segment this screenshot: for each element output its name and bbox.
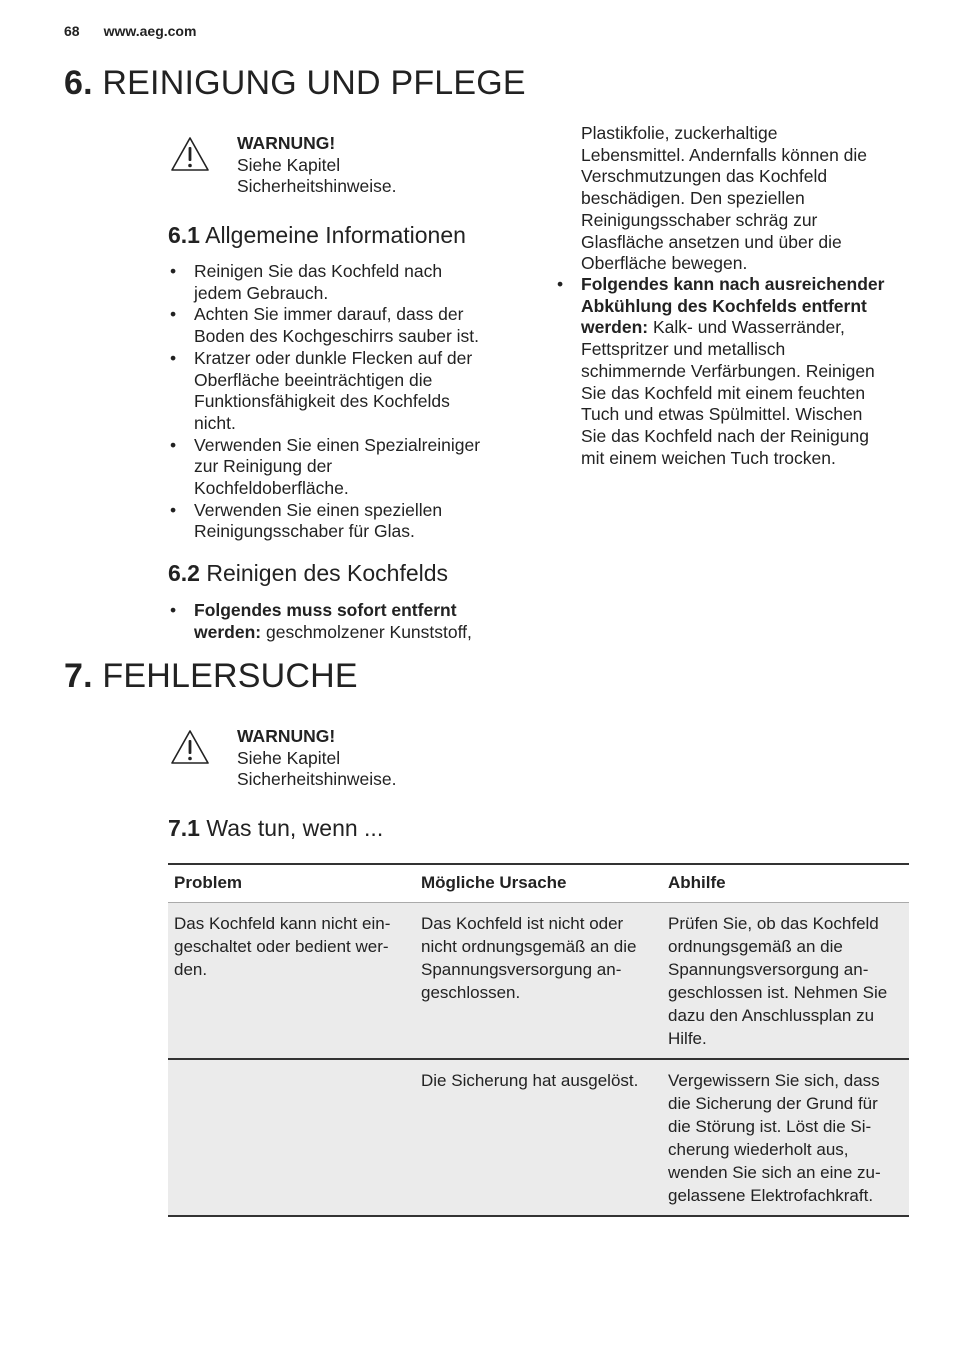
list-item-line: • Achten Sie immer darauf, dass der — [194, 304, 464, 325]
section-7-number: 7. — [64, 657, 93, 695]
cell-cause — [415, 903, 662, 1060]
list-item-line: schimmernde Verfärbungen. Reinigen — [581, 360, 875, 381]
column-header-problem: Problem — [174, 873, 243, 892]
cell-line: ordnungsgemäß an die — [668, 937, 843, 956]
list-item-text: Kalk- und Wasserränder, — [652, 317, 845, 338]
page-number: 68 — [64, 23, 80, 39]
cell-line: nicht ordnungsgemäß an die — [421, 937, 637, 956]
subsection-number: 7.1 — [168, 815, 200, 841]
troubleshooting-table — [168, 863, 909, 1217]
paragraph-line: Verschmutzungen das Kochfeld — [581, 166, 828, 187]
cell-line: Das Kochfeld kann nicht ein- — [174, 914, 391, 933]
paragraph-line: Reinigungsschaber schräg zur — [581, 209, 818, 230]
list-item-line: Reinigungsschaber für Glas. — [194, 521, 415, 542]
paragraph-line: Lebensmittel. Andernfalls können die — [581, 144, 868, 165]
list-item-line: Funktionsfähigkeit des Kochfelds — [194, 391, 450, 412]
warning-label: WARNUNG! — [237, 726, 336, 746]
subsection-6-2-heading — [168, 560, 448, 587]
warning-line-2: Sicherheitshinweise. — [237, 769, 397, 790]
general-info-list — [168, 261, 518, 543]
cell-line: geschlossen ist. Nehmen Sie — [668, 983, 888, 1002]
list-item — [168, 600, 518, 643]
column-header-remedy: Abhilfe — [668, 873, 726, 892]
cell-problem — [168, 1059, 415, 1216]
cell-line: Prüfen Sie, ob das Kochfeld — [668, 914, 879, 933]
warning-block — [237, 726, 397, 791]
section-7-title: FEHLERSUCHE — [102, 657, 358, 695]
cell-line: Die Sicherung hat ausgelöst. — [421, 1071, 639, 1090]
warning-label: WARNUNG! — [237, 133, 336, 153]
list-item-line: nicht. — [194, 412, 236, 433]
header-url: www.aeg.com — [103, 23, 197, 39]
list-item — [168, 500, 518, 543]
cell-line: Spannungsversorgung an- — [421, 960, 622, 979]
list-item-text: geschmolzener Kunststoff, — [265, 621, 472, 642]
list-item-line: • Reinigen Sie das Kochfeld nach — [194, 261, 443, 281]
subsection-title: Reinigen des Kochfelds — [206, 560, 449, 586]
subsection-title: Was tun, wenn ... — [206, 815, 384, 841]
cell-line: dazu den Anschlussplan zu — [668, 1006, 875, 1025]
list-item — [555, 274, 925, 469]
list-item-line: Sie das Kochfeld mit einem feuchten — [581, 382, 866, 403]
list-item — [168, 435, 518, 500]
cell-line: gelassene Elektrofachkraft. — [668, 1186, 874, 1205]
cell-line: Das Kochfeld ist nicht oder — [421, 914, 624, 933]
subsection-number: 6.1 — [168, 222, 200, 248]
list-item-line: zur Reinigung der — [194, 456, 333, 477]
cell-line: wenden Sie sich an eine zu- — [668, 1163, 881, 1182]
cleaning-continuation — [581, 123, 921, 275]
list-item-line: • Kratzer oder dunkle Flecken auf der — [194, 347, 473, 368]
bold-text: Abkühlung des Kochfelds entfernt — [581, 295, 867, 316]
cell-line: geschlossen. — [421, 983, 521, 1002]
paragraph-line: beschädigen. Den speziellen — [581, 188, 805, 209]
list-item-line: Sie das Kochfeld nach der Reinigung — [581, 425, 869, 446]
bold-text: werden: — [581, 317, 649, 338]
column-header-cause: Mögliche Ursache — [421, 873, 567, 892]
table-row — [168, 1059, 909, 1216]
cell-cause — [415, 1059, 662, 1216]
paragraph-line: Glasfläche ansetzen und über die — [581, 231, 842, 252]
cell-remedy — [662, 903, 909, 1060]
cell-problem — [168, 903, 415, 1060]
paragraph-line: Oberfläche bewegen. — [581, 253, 748, 274]
list-item-line: Tuch und etwas Spülmittel. Wischen — [581, 404, 863, 425]
bold-text: Folgendes muss sofort entfernt — [194, 600, 457, 620]
list-item — [168, 348, 518, 435]
table-header-row — [168, 864, 909, 903]
cell-line: die Störung ist. Löst die Si- — [668, 1117, 872, 1136]
cell-line: Hilfe. — [668, 1029, 707, 1048]
cell-line: cherung wiederholt aus, — [668, 1140, 849, 1159]
page-header — [64, 23, 220, 39]
list-item-line: Fettspritzer und metallisch — [581, 339, 786, 360]
list-item-line: Kochfeldoberfläche. — [194, 478, 349, 499]
list-item-line: • Verwenden Sie einen Spezialreiniger — [194, 434, 481, 455]
list-item-line: mit einem weichen Tuch trocken. — [581, 447, 836, 468]
table-row — [168, 903, 909, 1060]
subsection-7-1-heading — [168, 815, 383, 842]
section-6-title: REINIGUNG UND PFLEGE — [102, 64, 526, 102]
cell-line: Spannungsversorgung an- — [668, 960, 869, 979]
bold-text: werden: — [194, 621, 262, 642]
cell-remedy — [662, 1059, 909, 1216]
subsection-number: 6.2 — [168, 560, 200, 586]
section-7-heading — [64, 657, 358, 696]
list-item-line: jedem Gebrauch. — [194, 282, 329, 303]
section-6-heading — [64, 64, 526, 103]
cell-line: geschaltet oder bedient wer- — [174, 937, 389, 956]
warning-line-2: Sicherheitshinweise. — [237, 176, 397, 197]
warning-icon — [170, 136, 210, 172]
list-item-line: Boden des Kochgeschirrs sauber ist. — [194, 326, 480, 347]
cell-line: die Sicherung der Grund für — [668, 1094, 878, 1113]
paragraph-line: Plastikfolie, zuckerhaltige — [581, 123, 778, 143]
cleaning-list-right — [555, 274, 925, 469]
warning-line-1: Siehe Kapitel — [237, 154, 341, 175]
list-item — [168, 261, 518, 304]
cell-line: den. — [174, 960, 208, 979]
cell-line: Vergewissern Sie sich, dass — [668, 1071, 880, 1090]
subsection-6-1-heading — [168, 222, 466, 249]
list-item-line: • Verwenden Sie einen speziellen — [194, 499, 443, 520]
list-item-line: Oberfläche beeinträchtigen die — [194, 369, 433, 390]
section-6-number: 6. — [64, 64, 93, 102]
subsection-title: Allgemeine Informationen — [205, 222, 466, 248]
list-item — [168, 304, 518, 347]
cleaning-list-left — [168, 600, 518, 643]
bold-text: Folgendes kann nach ausreichender — [581, 274, 885, 294]
warning-icon — [170, 729, 210, 765]
warning-block — [237, 133, 397, 198]
warning-line-1: Siehe Kapitel — [237, 747, 341, 768]
